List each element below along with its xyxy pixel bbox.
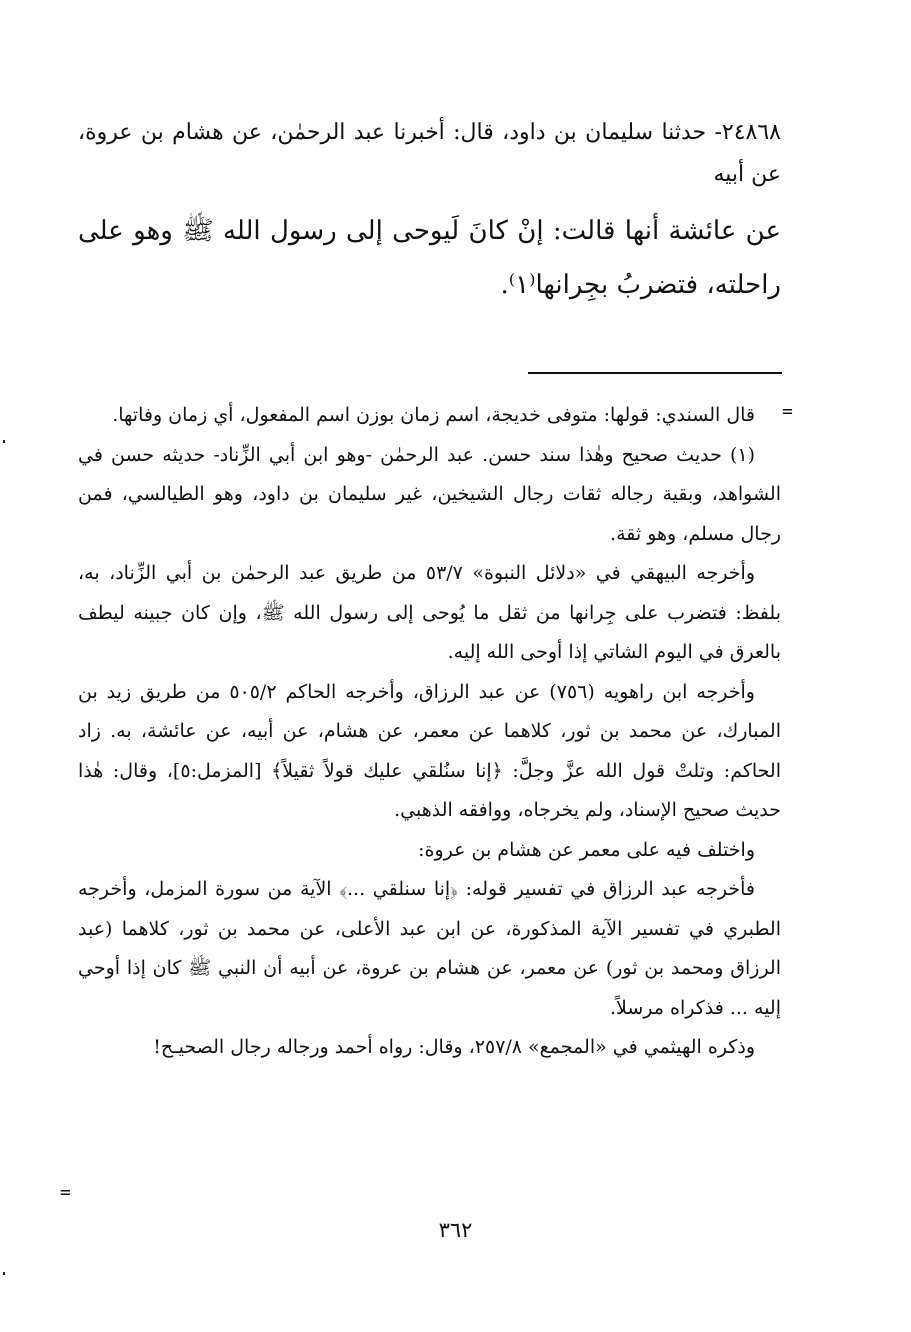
footnotes-block bbox=[78, 396, 781, 1068]
page-number: ٣٦٢ bbox=[438, 1218, 473, 1242]
hadith-text: عن عائشة أنها قالت: إنْ كانَ لَيوحى إلى رسول الله ﷺ وهو على راحلته، فتضربُ بجِرانها⁽١⁾. bbox=[78, 216, 781, 300]
footnote-continued: قال السندي: قولها: متوفى خديجة، اسم زمان بوزن اسم المفعول، أي زمان وفاتها. bbox=[112, 404, 755, 426]
footnote-paragraph: فأخرجه عبد الرزاق في تفسير قوله: ﴿إنا سنلقي ...﴾ الآية من سورة المزمل، وأخرجه الطبري في تفسير الآية المذكورة، عن ابن عبد الأعلى، عن محمد بن ثور، كلاهما (عبد الرزاق ومحمد بن ثور) عن معمر، عن هشام بن عروة، عن أبيه أن النبي ﷺ كان إذا أوحي إليه ... فذكراه مرسلاً. bbox=[78, 878, 781, 1019]
scan-edge-mark bbox=[3, 1272, 5, 1275]
continuation-mark-top: = bbox=[782, 401, 793, 422]
hadith-isnad: ٢٤٨٦٨- حدثنا سليمان بن داود، قال: أخبرنا عبد الرحمٰن، عن هشام بن عروة، عن أبيه bbox=[78, 120, 781, 187]
footnote-separator bbox=[528, 372, 782, 374]
footnote-paragraph: وأخرجه ابن راهويه (٧٥٦) عن عبد الرزاق، وأخرجه الحاكم ٥٠٥/٢ من طريق زيد بن المبارك، عن محمد بن ثور، كلاهما عن معمر، عن هشام، عن أبيه، عن عائشة، به. زاد الحاكم: وتلتْ قول الله عزَّ وجلَّ: ﴿إنا سنُلقي عليك قولاً ثقيلاً﴾ [المزمل:٥]، وقال: هٰذا حديث صحيح الإسناد، ولم يخرجاه، ووافقه الذهبي. bbox=[78, 680, 782, 821]
continuation-mark-bottom: = bbox=[60, 1182, 71, 1203]
footnote-paragraph: وذكره الهيثمي في «المجمع» ٢٥٧/٨، وقال: رواه أحمد ورجاله رجال الصحيـح! bbox=[153, 1036, 755, 1058]
footnote-paragraph: واختلف فيه على معمر عن هشام بن عروة: bbox=[418, 838, 755, 861]
footnote-paragraph: وأخرجه البيهقي في «دلائل النبوة» ٥٣/٧ من طريق عبد الرحمٰن بن أبي الزِّناد، به، بلفظ: فتضرب على جِرانها من ثقل ما يُوحى إلى رسول الله ﷺ، وإن كان جبينه ليطف بالعرق في اليوم الشاتي إذا أوحى الله إليه. bbox=[78, 562, 781, 663]
footnote-1: (١) حديث صحيح وهٰذا سند حسن. عبد الرحمٰن -وهو ابن أبي الزِّناد- حديثه حسن في الشواهد، وبقية رجاله ثقات رجال الشيخين، غير سليمان بن داود، وهو الطيالسي، فمن رجال مسلم، وهو ثقة. bbox=[78, 443, 781, 545]
scan-edge-mark bbox=[3, 440, 5, 443]
